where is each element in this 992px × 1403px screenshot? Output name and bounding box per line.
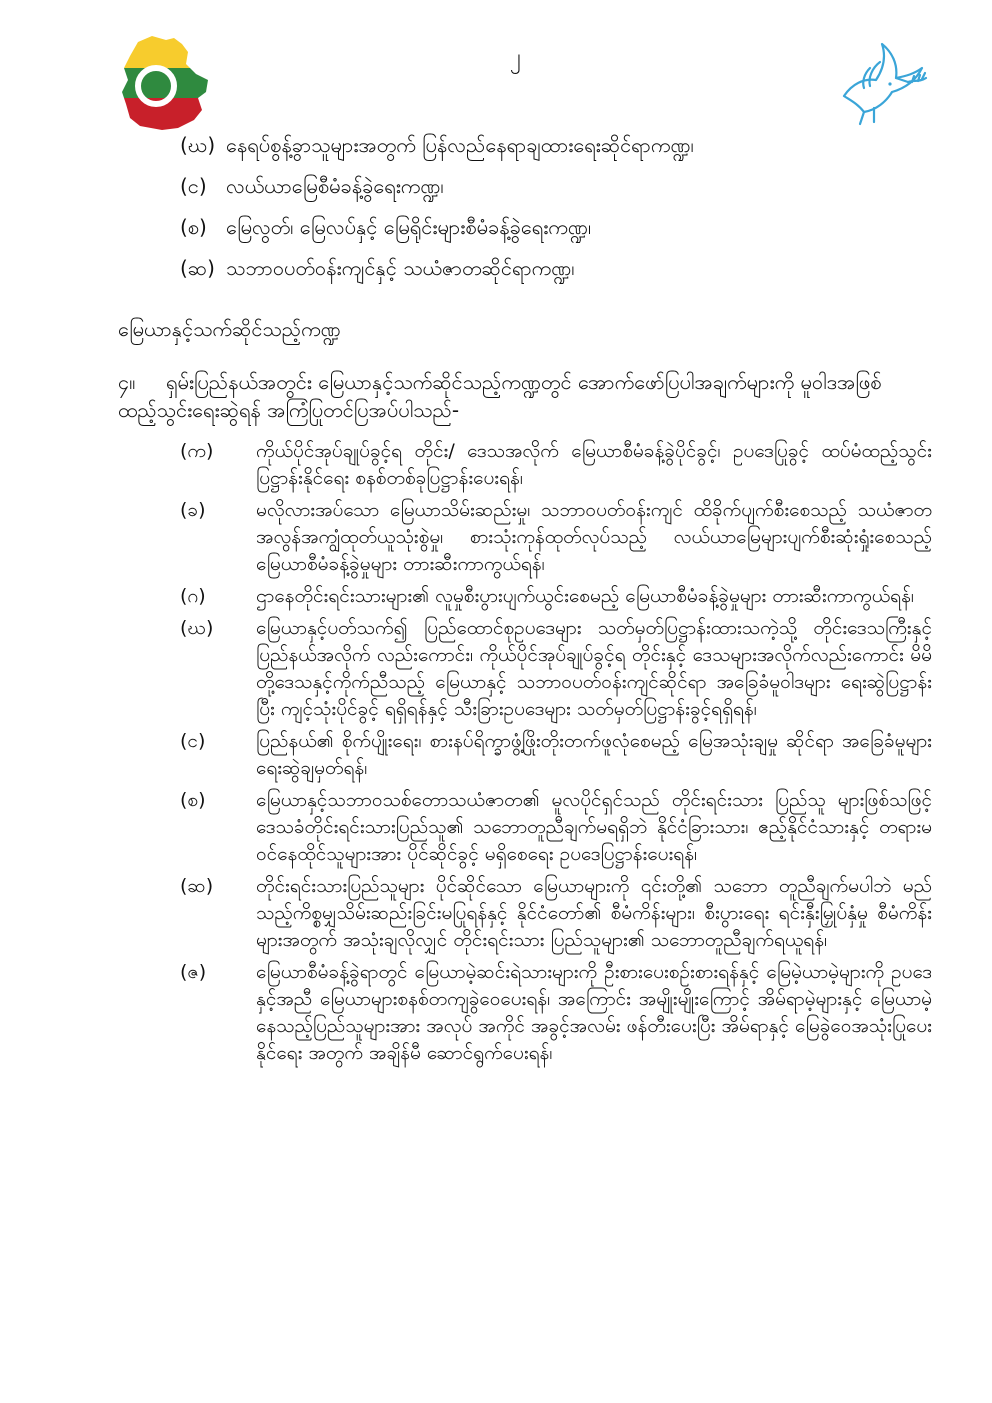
list-item-text: မြေလွတ်၊ မြေလပ်နှင့် မြေရိုင်းများစီမံခန့်ခွဲရေးကဏ္ဍ၊	[226, 215, 592, 239]
list-item	[180, 728, 932, 782]
list-item-label: (စ)	[180, 215, 207, 239]
list-item	[180, 873, 932, 954]
list-item-label: (ဃ)	[180, 133, 216, 157]
list-item-label: (ဆ)	[180, 875, 214, 897]
list-item-label: (က)	[180, 440, 214, 462]
list-item-text: မလိုလားအပ်သော မြေယာသိမ်းဆည်းမှု၊ သဘာဝပတ်ဝန်းကျင် ထိခိုက်ပျက်စီးစေသည့် သယံဇာတ အလွန်အကျွံထုတ်ယူသုံးစွဲမှု၊ စားသုံးကုန်ထုတ်လုပ်သည့် လယ်ယာမြေများပျက်စီးဆုံးရှုံးစေသည့် မြေယာစီမံခန့်ခွဲမှုများ တားဆီးကာကွယ်ရန်၊	[256, 499, 932, 575]
list-item-label: (ဇ)	[180, 961, 207, 983]
list-item	[180, 214, 900, 255]
list-item-text: လယ်ယာမြေစီမံခန့်ခွဲရေးကဏ္ဍ၊	[226, 174, 444, 198]
list-item	[180, 959, 932, 1067]
list-item-text: တိုင်းရင်းသားပြည်သူများ ပိုင်ဆိုင်သော မြေယာများကို ၎င်းတို့၏ သဘော တူညီချက်မပါဘဲ မည်သည့်ကိစ္စမျှသိမ်းဆည်းခြင်းမပြုရန်နှင့် နိုင်ငံတော်၏ စီမံကိန်းများ၊ စီးပွားရေး ရင်းနှီးမြှုပ်နှံမှု စီမံကိန်းများအတွက် အသုံးချလိုလျှင် တိုင်းရင်းသား ပြည်သူများ၏ သဘောတူညီချက်ရယူရန်၊	[256, 875, 932, 951]
list-item-text: သဘာဝပတ်ဝန်းကျင်နှင့် သယံဇာတဆိုင်ရာကဏ္ဍ၊	[226, 256, 575, 280]
list-item-text: ဌာနေတိုင်းရင်းသားများ၏ လူမှုစီးပွားပျက်ယွင်းစေမည့် မြေယာစီမံခန့်ခွဲမှုများ တားဆီးကာကွယ်ရန်၊	[256, 585, 914, 607]
page-number: ၂	[510, 45, 521, 70]
list-item	[180, 787, 932, 868]
list-item	[180, 173, 900, 214]
list-item	[180, 583, 932, 610]
paragraph-number: ၄။	[118, 370, 136, 394]
list-item	[180, 438, 932, 492]
list-item-text: ကိုယ်ပိုင်အုပ်ချုပ်ခွင့်ရ တိုင်း/ ဒေသအလိုက် မြေယာစီမံခန့်ခွဲပိုင်ခွင့်၊ ဥပဒေပြုခွင့် ထပ်မံထည့်သွင်းပြဋ္ဌာန်းနိုင်ရေး စနစ်တစ်ခုပြဋ္ဌာန်းပေးရန်၊	[256, 440, 932, 489]
list-item-text: နေရပ်စွန့်ခွာသူများအတွက် ပြန်လည်နေရာချထားရေးဆိုင်ရာကဏ္ဍ၊	[226, 133, 694, 157]
paragraph-text: ရှမ်းပြည်နယ်အတွင်း မြေယာနှင့်သက်ဆိုင်သည့်ကဏ္ဍတွင် အောက်ဖော်ပြပါအချက်များကို မူဝါဒအဖြစ် ထည့်သွင်းရေးဆွဲရန် အကြံပြုတင်ပြအပ်ပါသည်-	[118, 370, 882, 422]
list-item-label: (ဃ)	[180, 617, 214, 639]
flag-map-logo	[118, 34, 214, 134]
list-item	[180, 255, 900, 296]
section-title: မြေယာနှင့်သက်ဆိုင်သည့်ကဏ္ဍ	[118, 317, 341, 341]
list-item	[180, 497, 932, 578]
list-item-label: (ဆ)	[180, 256, 215, 280]
list-item-text: မြေယာစီမံခန့်ခွဲရာတွင် မြေယာမဲ့ဆင်းရဲသားများကို ဦးစားပေးစဉ်းစားရန်နှင့် မြေမဲ့ယာမဲ့များကို ဥပဒေနှင့်အညီ မြေယာများစနစ်တကျခွဲဝေပေးရန်၊ အကြောင်း အမျိုးမျိုးကြောင့် အိမ်ရာမဲ့များနှင့် မြေယာမဲ့နေသည့်ပြည်သူများအား အလုပ် အကိုင် အခွင့်အလမ်း ဖန်တီးပေးပြီး အိမ်ရာနှင့် မြေခွဲဝေအသုံးပြုပေးနိုင်ရေး အတွက် အချိန်မီ ဆောင်ရွက်ပေးရန်၊	[256, 961, 932, 1064]
list-item-label: (စ)	[180, 789, 206, 811]
list-item-label: (ဂ)	[180, 585, 206, 607]
list-item-label: (င)	[180, 730, 206, 752]
sub-item-list	[180, 438, 932, 1072]
list-item-text: မြေယာနှင့်သဘာဝသစ်တောသယံဇာတ၏ မူလပိုင်ရှင်သည် တိုင်းရင်းသား ပြည်သူ များဖြစ်သဖြင့် ဒေသခံတိုင်းရင်းသားပြည်သူ၏ သဘောတူညီချက်မရရှိဘဲ နိုင်ငံခြားသား၊ ဧည့်နိုင်ငံသားနှင့် တရားမဝင်နေထိုင်သူများအား ပိုင်ဆိုင်ခွင့် မရှိစေရေး ဥပဒေပြဋ္ဌာန်းပေးရန်၊	[256, 789, 932, 865]
list-item-label: (ခ)	[180, 499, 206, 521]
list-item-text: ပြည်နယ်၏ စိုက်ပျိုးရေး၊ စားနပ်ရိက္ခာဖွံ့ဖြိုးတိုးတက်ဖူလုံစေမည့် မြေအသုံးချမှု ဆိုင်ရာ အခြေခံမူများ ရေးဆွဲချမှတ်ရန်၊	[256, 730, 932, 779]
list-item-text: မြေယာနှင့်ပတ်သက်၍ ပြည်ထောင်စုဥပဒေများ သတ်မှတ်ပြဋ္ဌာန်းထားသကဲ့သို့ တိုင်းဒေသကြီးနှင့် ပြည်နယ်အလိုက် လည်းကောင်း၊ ကိုယ်ပိုင်အုပ်ချုပ်ခွင့်ရ တိုင်းနှင့် ဒေသများအလိုက်လည်းကောင်း မိမိတို့ဒေသနှင့်ကိုက်ညီသည့် မြေယာနှင့် သဘာဝပတ်ဝန်းကျင်ဆိုင်ရာ အခြေခံမူဝါဒများ ရေးဆွဲပြဋ္ဌာန်းပြီး ကျင့်သုံးပိုင်ခွင့် ရရှိရန်နှင့် သီးခြားဥပဒေများ သတ်မှတ်ပြဋ္ဌာန်းခွင့်ရရှိရန်၊	[256, 617, 932, 720]
paragraph	[118, 368, 930, 424]
list-item	[180, 132, 900, 173]
list-item-label: (င)	[180, 174, 207, 198]
peace-dove-logo	[834, 38, 930, 128]
intro-list	[180, 132, 900, 296]
list-item	[180, 615, 932, 723]
